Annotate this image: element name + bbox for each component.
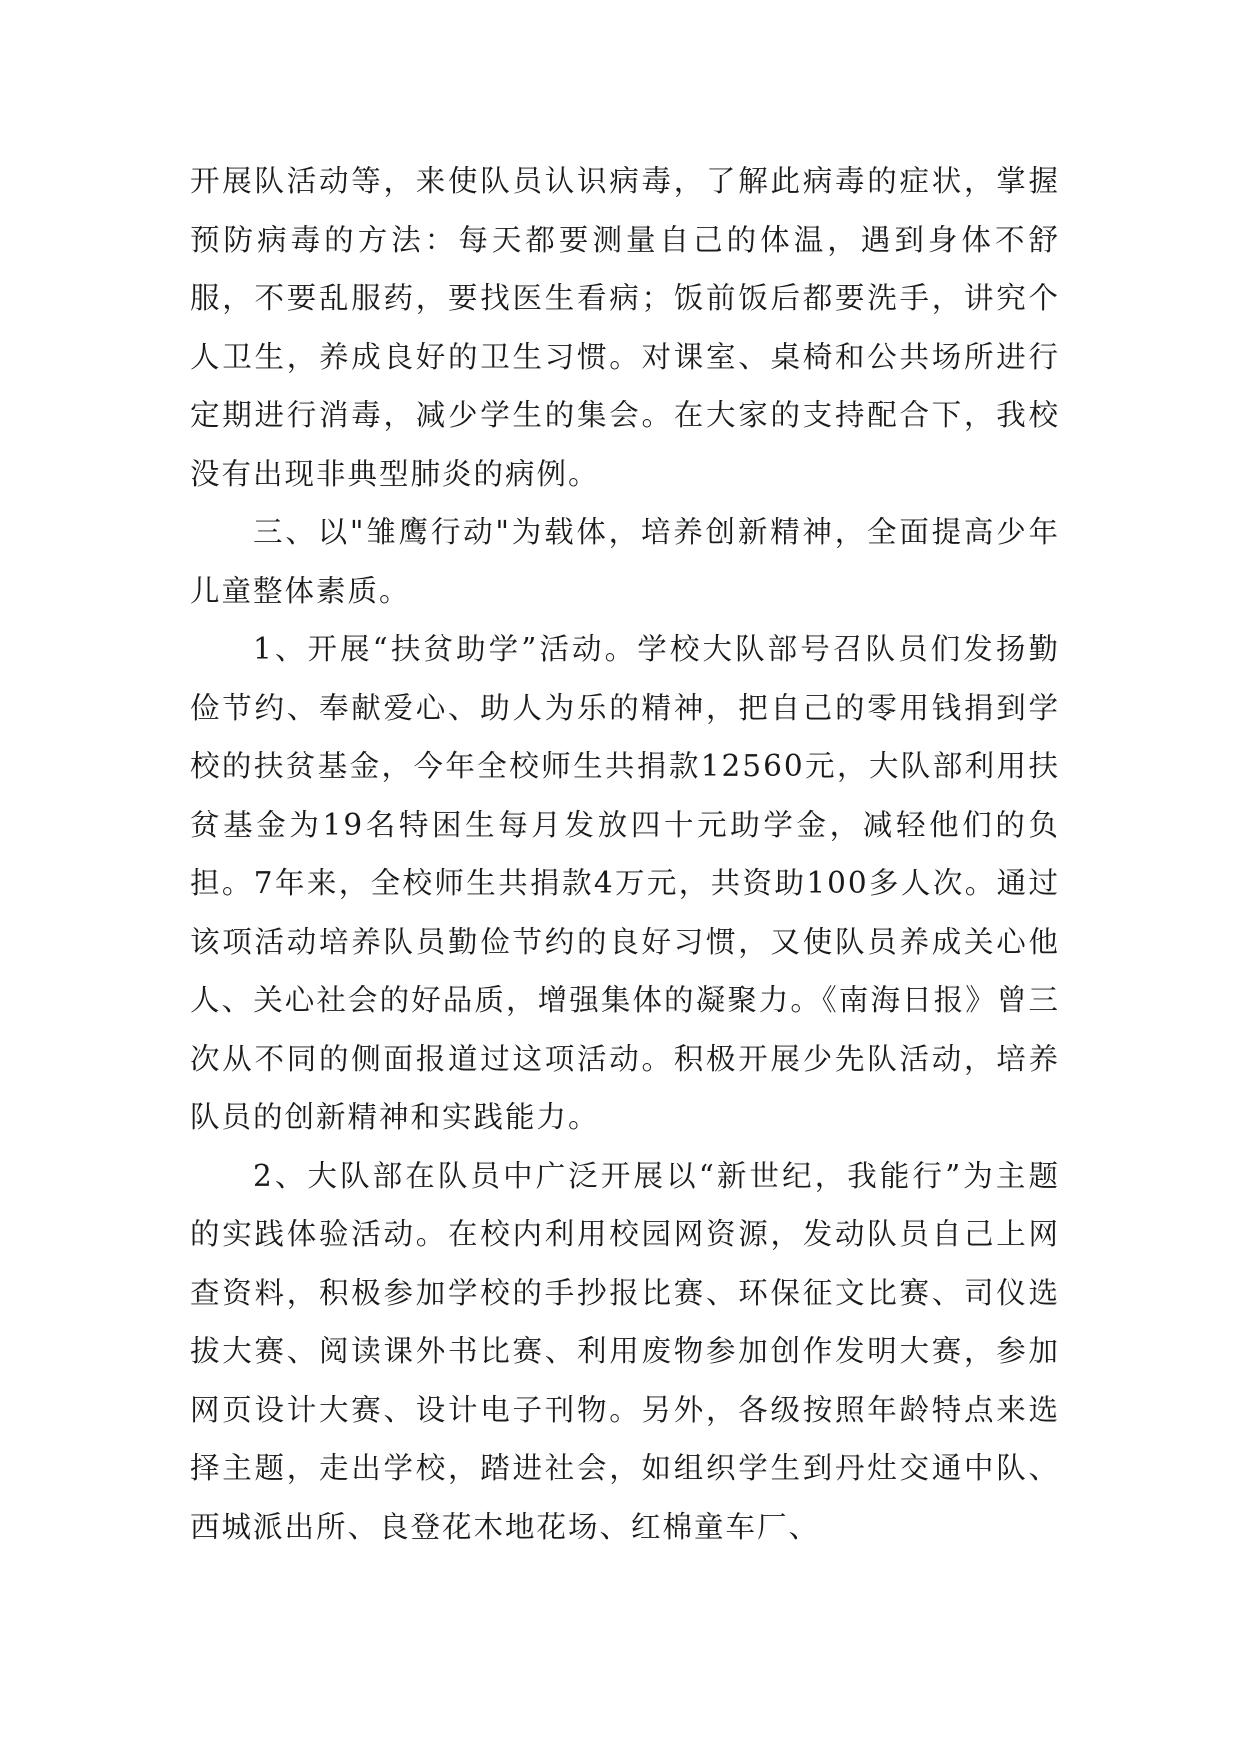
paragraph-3: 1、开展“扶贫助学”活动。学校大队部号召队员们发扬勤俭节约、奉献爱心、助人为乐的精神，把自己的零用钱捐到学校的扶贫基金，今年全校师生共捐款12560元，大队部利用扶贫基金为19名特困生每月发放四十元助学金，减轻他们的负担。7年来，全校师生共捐款4万元，共资助100多人次。通过该项活动培养队员勤俭节约的良好习惯，又使队员养成关心他人、关心社会的好品质，增强集体的凝聚力。《南海日报》曾三次从不同的侧面报道过这项活动。积极开展少先队活动，培养队员的创新精神和实践能力。 (190, 632, 1060, 1134)
paragraph-2-section-heading: 三、以"雏鹰行动"为载体，培养创新精神，全面提高少年儿童整体素质。 (190, 515, 1060, 608)
document-body (190, 152, 1060, 1556)
paragraph-1: 开展队活动等，来使队员认识病毒，了解此病毒的症状，掌握预防病毒的方法：每天都要测量自己的体温，遇到身体不舒服，不要乱服药，要找医生看病；饭前饭后都要洗手，讲究个人卫生，养成良好的卫生习惯。对课室、桌椅和公共场所进行定期进行消毒，减少学生的集会。在大家的支持配合下，我校没有出现非典型肺炎的病例。 (190, 164, 1060, 491)
paragraph-4: 2、大队部在队员中广泛开展以“新世纪，我能行”为主题的实践体验活动。在校内利用校园网资源，发动队员自己上网查资料，积极参加学校的手抄报比赛、环保征文比赛、司仪选拔大赛、阅读课外书比赛、利用废物参加创作发明大赛，参加网页设计大赛、设计电子刊物。另外，各级按照年龄特点来选择主题，走出学校，踏进社会，如组织学生到丹灶交通中队、西城派出所、良登花木地花场、红棉童车厂、 (190, 1158, 1060, 1544)
